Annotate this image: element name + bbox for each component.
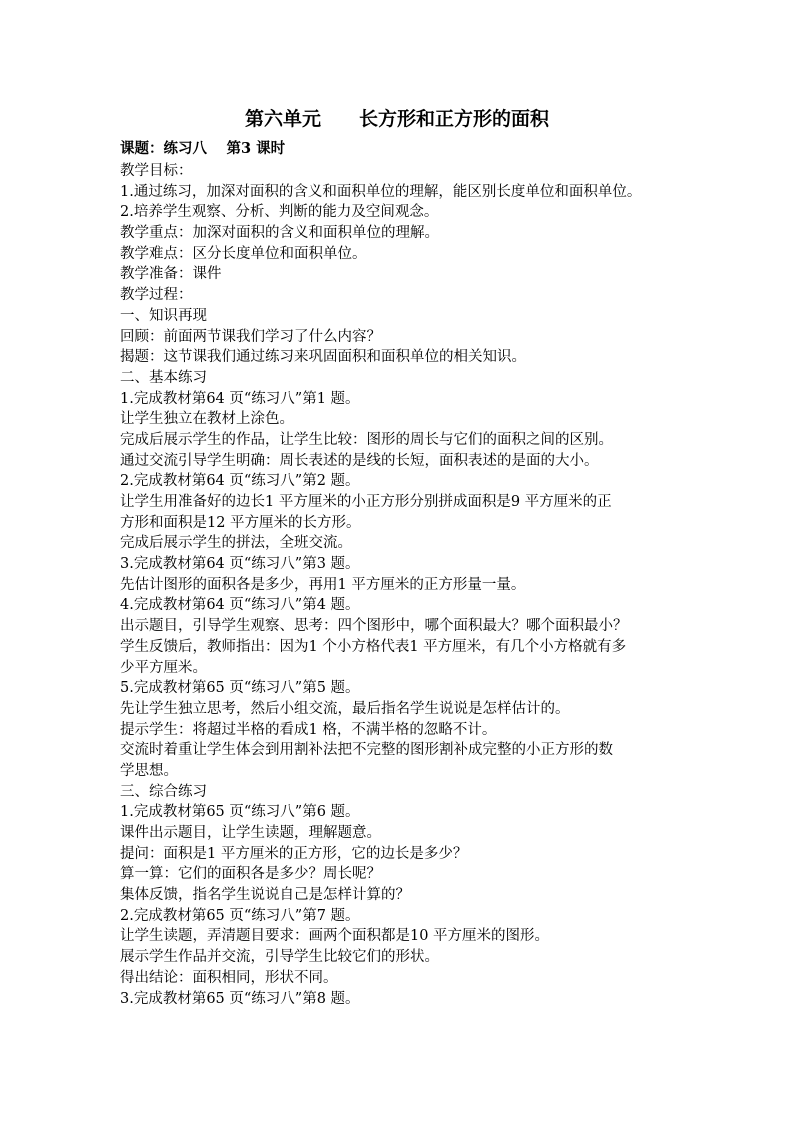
lesson-title: 课题：练习八 第3 课时: [120, 140, 286, 157]
exercise-item: 3.完成教材第64 页“练习八”第3 题。: [120, 556, 360, 573]
exercise-item: 2.完成教材第64 页“练习八”第2 题。: [120, 473, 360, 490]
objective-1: 1.通过练习，加深对面积的含义和面积单位的理解，能区别长度单位和面积单位。: [120, 183, 642, 200]
exercise-item: 1.完成教材第65 页“练习八”第6 题。: [120, 804, 360, 821]
text-line: 提问：面积是1 平方厘米的正方形，它的边长是多少？: [120, 845, 468, 862]
text-line: 交流时着重让学生体会到用割补法把不完整的图形割补成完整的小正方形的数: [120, 742, 613, 759]
text-line: 得出结论：面积相同，形状不同。: [120, 969, 338, 986]
text-line: 完成后展示学生的拼法，全班交流。: [120, 535, 352, 552]
text-line: 方形和面积是12 平方厘米的长方形。: [120, 514, 361, 531]
text-line: 让学生读题，弄清题目要求：画两个面积都是10 平方厘米的图形。: [120, 928, 550, 945]
text-line: 完成后展示学生的作品，让学生比较：图形的周长与它们的面积之间的区别。: [120, 431, 613, 448]
text-line: 算一算：它们的面积各是多少？周长呢？: [120, 866, 381, 883]
exercise-item: 1.完成教材第64 页“练习八”第1 题。: [120, 390, 360, 407]
section-heading-3: 三、综合练习: [120, 783, 207, 800]
text-line: 集体反馈，指名学生说说自己是怎样计算的？: [120, 887, 410, 904]
text-line: 先估计图形的面积各是多少，再用1 平方厘米的正方形量一量。: [120, 576, 526, 593]
exercise-item: 5.完成教材第65 页“练习八”第5 题。: [120, 680, 360, 697]
text-line: 少平方厘米。: [120, 659, 207, 676]
text-line: 通过交流引导学生明确：周长表述的是线的长短，面积表述的是面的大小。: [120, 452, 599, 469]
text-line: 学思想。: [120, 762, 178, 779]
text-line: 出示题目，引导学生观察、思考：四个图形中，哪个面积最大？哪个面积最小？: [120, 618, 628, 635]
lesson-body: [120, 161, 690, 1009]
text-line: 提示学生：将超过半格的看成1 格，不满半格的忽略不计。: [120, 721, 497, 738]
process-heading: 教学过程：: [120, 287, 193, 304]
text-line: 课件出示题目，让学生读题，理解题意。: [120, 825, 381, 841]
exercise-item: 3.完成教材第65 页“练习八”第8 题。: [120, 990, 360, 1007]
text-line: 先让学生独立思考，然后小组交流，最后指名学生说说是怎样估计的。: [120, 700, 570, 717]
section-heading-1: 一、知识再现: [120, 307, 207, 324]
text-line: 让学生独立在教材上涂色。: [120, 411, 294, 428]
text-line: 让学生用准备好的边长1 平方厘米的小正方形分别拼成面积是9 平方厘米的正: [120, 494, 612, 510]
text-line: 学生反馈后，教师指出：因为1 个小方格代表1 平方厘米，有几个小方格就有多: [120, 638, 627, 655]
objective-2: 2.培养学生观察、分析、判断的能力及空间观念。: [120, 204, 439, 221]
difficult-point: 教学难点：区分长度单位和面积单位。: [120, 245, 367, 262]
exercise-item: 2.完成教材第65 页“练习八”第7 题。: [120, 907, 360, 924]
key-point: 教学重点：加深对面积的含义和面积单位的理解。: [120, 225, 439, 242]
objectives-heading: 教学目标：: [120, 163, 193, 179]
unit-title: 第六单元 长方形和正方形的面积: [244, 108, 549, 130]
exercise-item: 4.完成教材第64 页“练习八”第4 题。: [120, 597, 360, 614]
teaching-preparation: 教学准备：课件: [120, 266, 222, 283]
section-heading-2: 二、基本练习: [120, 369, 207, 386]
text-line: 回顾：前面两节课我们学习了什么内容？: [120, 328, 381, 345]
text-line: 展示学生作品并交流，引导学生比较它们的形状。: [120, 949, 439, 966]
text-line: 揭题：这节课我们通过练习来巩固面积和面积单位的相关知识。: [120, 349, 526, 366]
